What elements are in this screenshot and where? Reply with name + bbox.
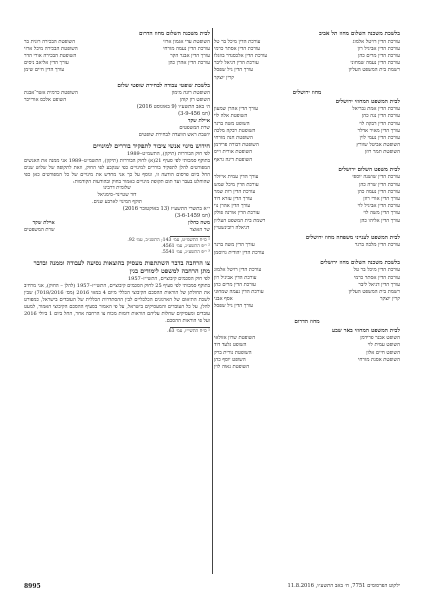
notice-name: שלומית דרבינו xyxy=(103,185,131,192)
footnote: ² י״פ התשע״ג, עמ׳ 4561. xyxy=(161,243,210,249)
notice-body: בתוקף סמכותי לפי סעיף 25 לחוק הסכמים קיבוציים, התשי״ז–1957 (להלן – החוק), אני מרחיב את תחולתן של הוראות ההסכם הקיבוצי הכללי מיום 4 במאי 2016 (מס׳ 7018/2016) שבין לשכת התיאום של הארגונים הכלכליים לבין ההסתדרות הכללית של העובדים בישראל, כמפורט להלן, על כל העובדים והמעסיקים בישראל, על פי האמור בסעיף ההסכם הקיבוצי האמור, למעט עובדים ומעסיקים שחלות עליהם הוראות דומות מכוח צו הרחבה אחר, החל ביום 1 ביולי 2016 ועל פי הוראות ההסכם. xyxy=(24,283,211,324)
name-row xyxy=(214,189,400,196)
notice-law: לפי חוק הבוררות (תיקון), התשמ״ט–1989 xyxy=(126,150,210,157)
name-entry: עורכת הדין אביגיל רון xyxy=(357,45,400,52)
name-entry xyxy=(330,225,400,232)
name-row xyxy=(214,218,400,225)
name-entry: עורך הדין אהרן נוי xyxy=(214,203,251,210)
name-row xyxy=(24,46,210,53)
name-entry: השופטת אסנת מזרחי xyxy=(358,356,400,363)
name-entry: עורכת הדין אביגיל רון xyxy=(214,274,257,281)
name-row xyxy=(214,121,400,128)
name-list xyxy=(214,174,400,232)
name-entry: עורך הדין משה ברנר xyxy=(214,242,255,249)
footnote-rule xyxy=(170,236,210,237)
name-entry: השופט אלכס אורייכר xyxy=(24,97,67,104)
name-entry: השופטת הבכירה אורי הדר xyxy=(24,52,77,59)
name-entry: עורך הדין משה לוי xyxy=(363,210,400,217)
name-entry: השופטת דינה גראף xyxy=(214,156,253,163)
name-list xyxy=(214,242,400,256)
signer-role: שרת המשפטים xyxy=(179,125,210,132)
notice-body: בתוקף סמכותי לפי סעיף 21(א) לחוק הבוררות (תיקון), התשמ״ט–1989 אני ממנה את האנשים המפורטים להלן לתפקיד בוררים למינויים כפי שנקבע לפי החוק, וזאת לתקופה של שלוש שנים החל ביום פרסום הודעה זו, ונוסף על כך אני מחדש את מינויים של כל המפורטים כאן כפי שהוחלט בעבר ועד תום תקופת מינויים כאמור בחוק ובהודעות הקודמות: xyxy=(24,157,211,185)
name-entry: עורך הדין אורי רוזן xyxy=(363,195,400,202)
name-entry: עורכת הדין אורנה פולק xyxy=(214,210,260,217)
name-entry: השופטת אורית וייס xyxy=(214,149,253,156)
section-heading: בלשכת משכנה השלום מחוז תל אביב xyxy=(318,31,400,37)
name-entry: עורכת הדין נגה כהן xyxy=(361,113,400,120)
name-entry: השופטת אלה לוי xyxy=(214,113,248,120)
name-row xyxy=(214,210,400,217)
signature-block xyxy=(24,118,210,138)
name-entry: עורכת הדין נעמה שמחוני xyxy=(350,60,400,67)
page-footer xyxy=(24,583,400,590)
section-heading: בלשכת שופטי עבודה לבחירת שופטי שלום xyxy=(117,82,210,89)
date-line: י״א בתשרי התשע״ז (13 באוקטובר 2016) xyxy=(122,206,210,213)
name-entry: עורך הדין אבנר הקר xyxy=(170,52,210,59)
notice-note: תוקף המינוי לארבע שנים. xyxy=(92,199,142,206)
notice-name: דוד שטיינר–סימניאל xyxy=(97,192,137,199)
name-entry: עורך הדין אהרן שמעון xyxy=(214,106,258,113)
notice-title: חידוש מינוי אנשי ציבור לתפקיד בוררים למינויים xyxy=(92,142,210,150)
name-entry: עורכת הדין שושנה יוספי xyxy=(352,174,400,181)
name-row xyxy=(24,67,210,74)
signer-name: משה כחלון xyxy=(188,220,210,227)
page-number: 8995 xyxy=(24,583,41,590)
name-row xyxy=(214,303,400,310)
name-row xyxy=(214,149,400,156)
name-entry: עורך הדין דניאל ליבר xyxy=(358,281,400,288)
name-entry: השופט חיים אלון xyxy=(366,349,400,356)
section-title: מחוז הדרום xyxy=(294,318,320,325)
name-entry: השופטת חנה מזרחי xyxy=(214,135,253,142)
name-row xyxy=(214,113,400,120)
name-row xyxy=(214,350,400,357)
section-heading: לבית המשפט המחוזי באר שבע xyxy=(331,327,400,334)
name-entry: עורכת הדין רות שמר xyxy=(214,188,256,195)
name-entry: עורכת הדין אביגיל לוי xyxy=(357,203,400,210)
name-entry: עורך הדין חיים שימן xyxy=(24,67,65,74)
name-entry: השופטת רבקה מלכה xyxy=(214,127,256,134)
name-row xyxy=(214,357,400,364)
column-divider xyxy=(212,28,213,574)
name-entry: עורכת הדין דניאל ליבר xyxy=(214,60,259,67)
name-entry: השופטת שרון אזולאי xyxy=(214,335,256,342)
name-row xyxy=(214,267,400,274)
name-entry: השופט רון קוהן xyxy=(179,97,210,104)
section-title: מחוז ירושלים xyxy=(292,89,322,96)
signer-name: איילת שקד xyxy=(32,220,55,227)
name-entry: עורכת הדין נעמה מזרחי xyxy=(163,45,210,52)
name-row xyxy=(214,364,400,371)
name-list xyxy=(24,39,210,75)
name-entry: עורכת הדין רויטל אלמוג xyxy=(214,267,262,274)
name-entry: עורך הדין אליהו כהן xyxy=(360,217,400,224)
section-heading: בלשכת משכנה השלום מחוז ירושלים xyxy=(320,259,400,266)
name-entry xyxy=(330,250,400,257)
name-entry: עורך הדין עמית אייזלר xyxy=(214,174,259,181)
name-entry: עורכת הדין נעמה כהן xyxy=(357,188,400,195)
name-row xyxy=(24,39,210,46)
name-entry: עורכת הדין רויטל אלמוג xyxy=(352,38,400,45)
name-entry: השופט יוסף כהן xyxy=(214,356,246,363)
name-entry: קרין יוצקר xyxy=(214,74,235,81)
name-entry: השופטת דבורה פרידמן xyxy=(214,142,259,149)
name-entry: עורכת הדין מרים כהן xyxy=(214,281,256,288)
signer-role: שר האוצר xyxy=(189,226,210,233)
name-entry: רשמת בית המשפט העליון xyxy=(348,288,400,295)
name-entry xyxy=(330,303,400,310)
name-entry: עורכת הדין מרים כהן xyxy=(358,52,400,59)
name-entry: השופטת רונה מימון xyxy=(171,90,210,97)
name-row xyxy=(24,60,210,67)
name-row xyxy=(214,242,400,249)
signer-name: איילת שקד xyxy=(188,118,210,125)
name-row xyxy=(214,142,400,149)
footnote-rule xyxy=(170,327,210,328)
name-entry: השופטת אביטל שוורץ xyxy=(356,142,400,149)
name-row xyxy=(214,282,400,289)
name-entry: עורך הדין עזרא דוד xyxy=(214,195,253,202)
name-entry: עורכת הדין אהרן כהן xyxy=(168,60,210,67)
name-entry: עורכת הדין רבקה לוי xyxy=(359,120,400,127)
name-entry: השופטת עדי אגמון ארזי xyxy=(163,38,210,45)
name-list xyxy=(24,90,210,104)
name-row xyxy=(214,275,400,282)
name-entry: קרין יוצקר xyxy=(379,296,400,303)
name-entry: השופט אבנר פרידמן xyxy=(360,335,400,342)
name-entry: השופטת נורית ברק xyxy=(214,349,252,356)
name-list xyxy=(214,106,400,164)
notice-law: לפי חוק הסכמים קיבוציים, התשי״ז–1957 xyxy=(127,276,210,283)
file-number: (חמ 3-6-1459) xyxy=(174,213,210,220)
name-row xyxy=(214,342,400,349)
name-row xyxy=(214,46,400,53)
signer-role-extra: יושבת ראש הוועדה לבחירת שופטים xyxy=(138,132,210,139)
footnote: ³ י״פ התשע״ג, עמ׳ 5541. xyxy=(161,250,210,256)
name-entry: עורכת הדין נעמי לוין xyxy=(359,135,400,142)
notice-title: צו הרחבה בדבר השתתפות מעסיק בהוצאות נסיעה לעבודה וממנה ובדבר מתן הרחבה למשפט לימודים בגין xyxy=(33,260,210,276)
name-entry: השופטת הבכירה מיכל ארזי xyxy=(24,45,78,52)
footnote: ¹ ס״ח התשמ״ט, עמ׳ 143; התשנ״ב, עמ׳ 92. xyxy=(127,237,210,243)
name-entry xyxy=(330,364,400,371)
name-entry: השופט גלעד דוד xyxy=(214,342,247,349)
name-entry: השופט עמית לוי xyxy=(367,342,400,349)
name-row xyxy=(214,174,400,181)
name-entry: עורכת הדין אסתר כרמי xyxy=(353,274,400,281)
name-entry: עורכת הדין מלכה ברגר xyxy=(354,242,400,249)
name-entry: עורך הדין אליאב ניסים xyxy=(24,60,69,67)
name-row xyxy=(214,157,400,164)
name-entry: השופטת נאוה לוין xyxy=(214,363,250,370)
section-heading: לבית המשפט לענייני משפחה מחוז ירושלים xyxy=(305,234,400,241)
name-entry: השופטת כרמית אשר־אבנת xyxy=(24,90,78,97)
name-entry: השופטת הבכירה רונית בר xyxy=(24,38,76,45)
name-entry: רשמת בית המשפט העליון xyxy=(214,217,266,224)
name-entry: עורכת הדין אלכסנדר בוזגלו xyxy=(214,52,268,59)
name-entry: אסף אבני xyxy=(214,296,233,303)
name-row xyxy=(214,75,400,82)
name-list xyxy=(214,335,400,371)
right-column xyxy=(214,28,400,371)
name-entry: עורכת הדין מיכל בר טל xyxy=(214,38,261,45)
name-entry xyxy=(140,67,210,74)
name-row xyxy=(214,250,400,257)
name-entry: עורך הדין גיל שפסל xyxy=(214,67,254,74)
name-entry: עורכת הדין אסתר כרמי xyxy=(214,45,261,52)
name-entry: עורכת הדין יהודית גרוסמן xyxy=(214,249,265,256)
name-row xyxy=(214,182,400,189)
section-heading: לבית המשפט המחוזי ירושלים xyxy=(335,98,400,105)
name-entry: עורכת הדין שרה כהן xyxy=(359,181,400,188)
name-entry: עורך הדין מאיר אדלר xyxy=(357,127,400,134)
name-list xyxy=(214,267,400,310)
name-entry: עורכת הדין נעמה שמחוני xyxy=(214,288,264,295)
journal-line: ילקוט הפרסומים 7751, ח׳ באב התשע״ו, 11.8.2016 xyxy=(287,583,400,589)
name-row xyxy=(214,67,400,74)
name-row xyxy=(214,289,400,296)
name-row xyxy=(214,128,400,135)
name-entry: רשמת בית המשפט העליון xyxy=(348,67,400,74)
name-entry: עורכת הדין אמת גבריאל xyxy=(352,106,400,113)
section-heading: לבית משכנה השלום מחוז הדרום xyxy=(139,31,210,37)
file-number: (חמ 3-9-456) xyxy=(178,111,210,118)
name-entry: השופטת תמר רוזן xyxy=(364,149,400,156)
name-row xyxy=(214,39,400,46)
name-row xyxy=(214,225,400,232)
left-column xyxy=(24,28,210,335)
name-entry: דניאלה רובינשטיין xyxy=(214,224,250,231)
footnote: ¹ ס״ח התשי״ז, עמ׳ 63. xyxy=(167,328,210,334)
name-list xyxy=(214,39,400,82)
name-entry xyxy=(330,75,400,82)
name-entry xyxy=(330,157,400,164)
name-entry: השופט משה ברגר xyxy=(214,120,250,127)
name-entry: עורכת הדין מיכל שמש xyxy=(214,181,259,188)
name-entry: עורך הדין גיל שפסל xyxy=(214,303,254,310)
date-line: ה׳ באב התשע״ו (9 באוגוסט 2016) xyxy=(136,104,210,111)
name-entry: עורכת הדין מיכל בר טל xyxy=(353,267,400,274)
signature-block xyxy=(24,220,210,234)
signer-role: שרת המשפטים xyxy=(24,226,55,233)
section-heading: לבית משפט השלום ירושלים xyxy=(338,166,400,173)
